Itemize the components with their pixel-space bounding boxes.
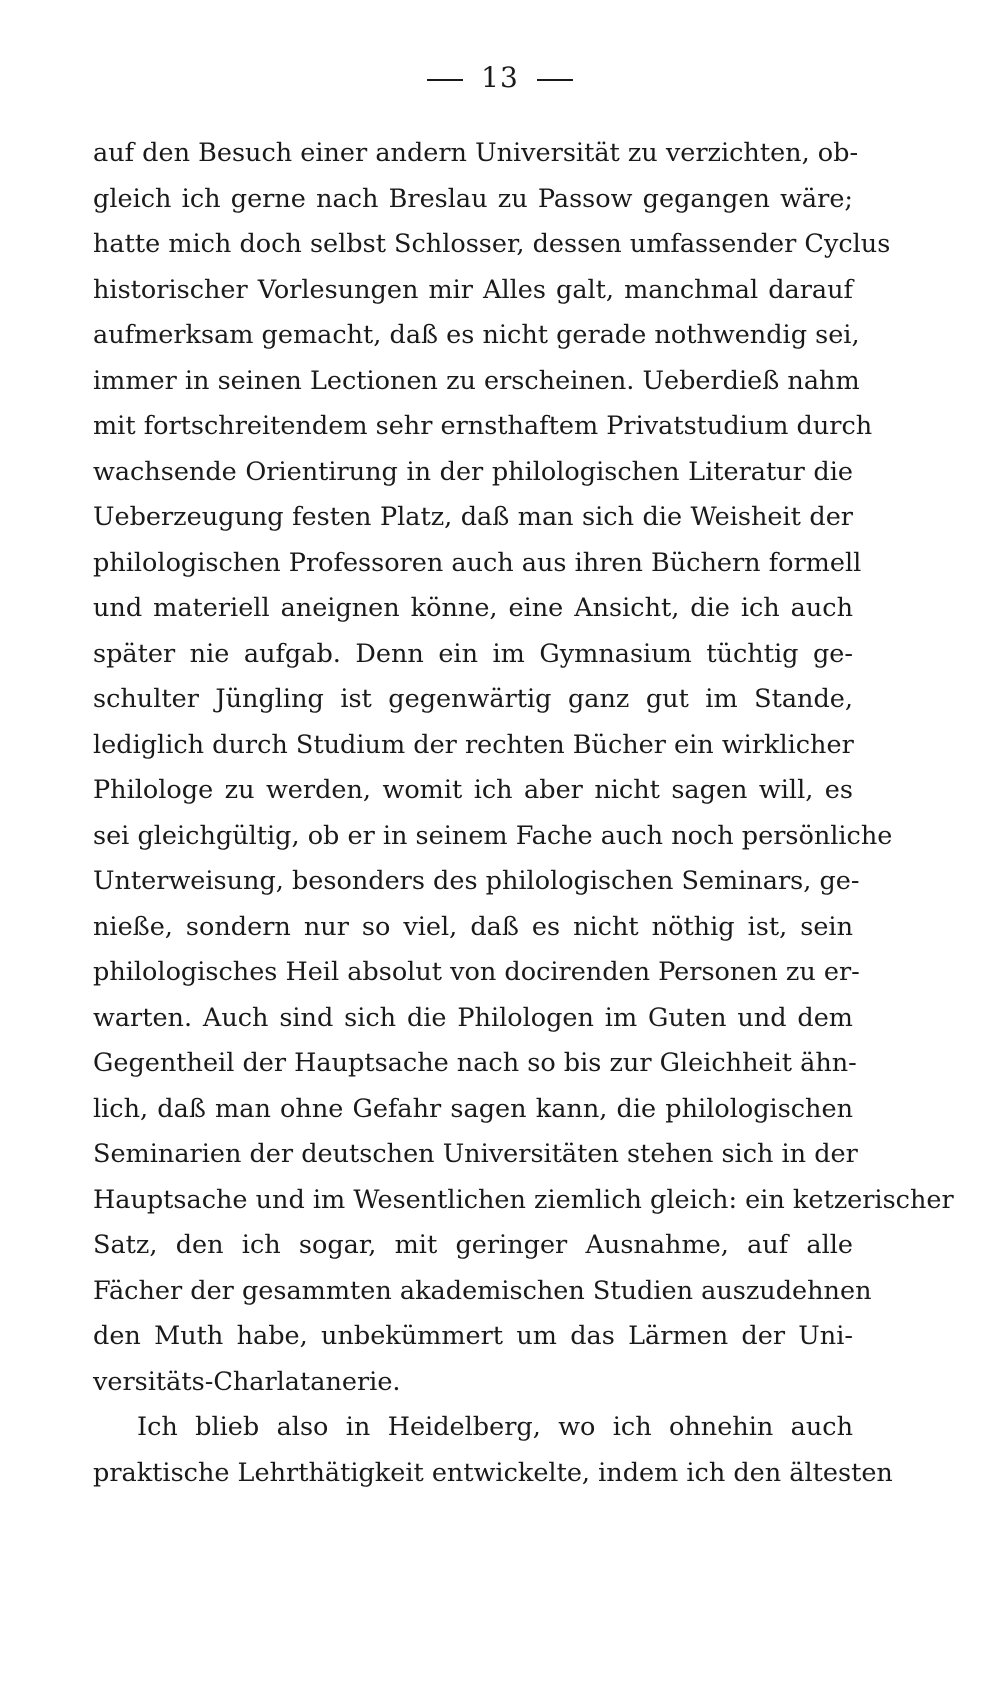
text-line: gleich ich gerne nach Breslau zu Passow gegangen wäre;	[93, 183, 853, 214]
text-line: Unterweisung, besonders des philologischen Seminars, ge-	[93, 866, 860, 896]
text-line: den Muth habe, unbekümmert um das Lärmen der Uni-	[93, 1321, 853, 1351]
text-line: philologisches Heil absolut von docirenden Personen zu er-	[93, 957, 860, 987]
text-line: und materiell aneignen könne, eine Ansicht, die ich auch	[93, 593, 853, 623]
text-line: mit fortschreitendem sehr ernsthaftem Privatstudium durch	[93, 411, 873, 441]
text-line: Philologe zu werden, womit ich aber nicht sagen will, es	[93, 775, 853, 805]
text-line: lediglich durch Studium der rechten Bücher ein wirklicher	[93, 729, 854, 760]
text-line: warten. Auch sind sich die Philologen im Guten und dem	[93, 1002, 853, 1033]
text-line: Ich blieb also in Heidelberg, wo ich ohnehin auch	[137, 1412, 853, 1442]
text-line: Fächer der gesammten akademischen Studien auszudehnen	[93, 1275, 872, 1306]
text-line: immer in seinen Lectionen zu erscheinen. Ueberdieß nahm	[93, 365, 860, 396]
text-line: aufmerksam gemacht, daß es nicht gerade nothwendig sei,	[93, 320, 860, 350]
text-line: später nie aufgab. Denn ein im Gymnasium tüchtig ge-	[93, 638, 853, 669]
page-header	[0, 58, 1000, 98]
text-line: praktische Lehrthätigkeit entwickelte, indem ich den ältesten	[93, 1457, 893, 1488]
text-line: philologischen Professoren auch aus ihren Büchern formell	[93, 547, 862, 578]
text-line: Ueberzeugung festen Platz, daß man sich die Weisheit der	[93, 502, 853, 532]
text-line: Hauptsache und im Wesentlichen ziemlich gleich: ein ketzerischer	[93, 1184, 954, 1215]
text-line: auf den Besuch einer andern Universität zu verzichten, ob-	[93, 138, 859, 168]
page-number: 13	[481, 61, 519, 94]
text-line: nieße, sondern nur so viel, daß es nicht nöthig ist, sein	[93, 911, 853, 942]
text-line: Seminarien der deutschen Universitäten stehen sich in der	[93, 1139, 858, 1169]
header-dash-right	[537, 79, 573, 81]
text-line: hatte mich doch selbst Schlosser, dessen umfassender Cyclus	[93, 229, 891, 259]
text-line: sei gleichgültig, ob er in seinem Fache auch noch persönliche	[93, 820, 893, 851]
text-line: wachsende Orientirung in der philologischen Literatur die	[93, 456, 853, 487]
body-text	[93, 131, 954, 1496]
text-line: versitäts-Charlatanerie.	[93, 1366, 401, 1397]
text-line: Satz, den ich sogar, mit geringer Ausnahme, auf alle	[93, 1230, 853, 1260]
text-line: Gegentheil der Hauptsache nach so bis zur Gleichheit ähn-	[93, 1048, 857, 1078]
header-dash-left	[427, 79, 463, 81]
text-line: schulter Jüngling ist gegenwärtig ganz gut im Stande,	[93, 684, 853, 714]
text-line: lich, daß man ohne Gefahr sagen kann, die philologischen	[93, 1093, 853, 1124]
text-line: historischer Vorlesungen mir Alles galt, manchmal darauf	[93, 274, 853, 305]
